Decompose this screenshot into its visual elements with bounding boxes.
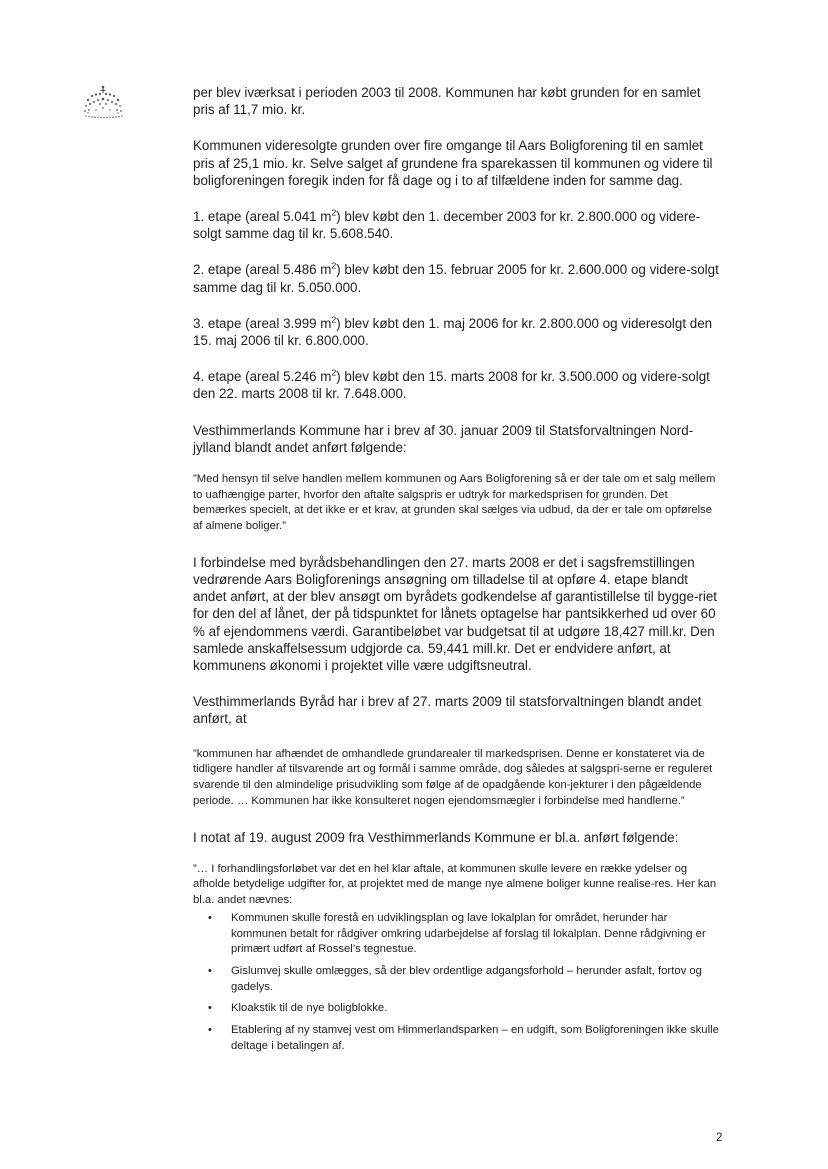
intro-paragraph-2: Kommunen videresolgte grunden over fire omgange til Aars Boligforening til en samlet pris af 25,1 mio. kr. Selve salget af grundene fra sparekassen til kommunen og videre til boligforeningen foregik inden for få dage og i to af tilfældene inden for samme dag. (193, 138, 713, 188)
list-item: • Kommunen skulle forestå en udviklingsplan og lave lokalplan for området, herunder har kommunen betalt for rådgiver omkring udarbejdelse af forslag til lokalplan. Denne rådgivning er primært udført af Rossel’s tegnestue. (208, 911, 706, 956)
letter-2009-03-quote: ”kommunen har afhændet de omhandlede grundarealer til markedsprisen. Denne er konstateret via de tidligere handler af tilsvarende art og formål i samme område, dog således at salgspri-serne er reguleret svarende til den almindelige prisudvikling som følge af de opadgående kon-jekturer i den pågældende periode. … Kommunen har ikke konsulteret nogen ejendomsmægler i forbindelse med handlerne.” (193, 747, 713, 807)
stage-3-paragraph: 3. etape (areal 3.999 $m^2$) blev købt den 1. maj 2006 for kr. 2.800.000 og videresolgt den 15. maj 2006 til kr. 6.800.000. (193, 314, 713, 349)
bullet-icon: • (208, 911, 212, 924)
letter-2009-01-intro: Vesthimmerlands Kommune har i brev af 30. januar 2009 til Statsforvaltningen Nord-jylland blandt andet anført følgende: (193, 422, 694, 455)
memo-bullet-list (193, 911, 723, 1055)
memo-intro: I notat af 19. august 2009 fra Vesthimmerlands Kommune er bl.a. anført følgende: (193, 829, 679, 845)
letter-2009-03-intro: Vesthimmerlands Byråd har i brev af 27. marts 2009 til statsforvaltningen blandt andet anført, at (193, 694, 702, 727)
stage-2-paragraph: 2. etape (areal 5.486 $m^2$) blev købt den 15. februar 2005 for kr. 2.600.000 og videre-solgt samme dag til kr. 5.050.000. (193, 260, 719, 295)
crown-icon (80, 84, 126, 122)
list-item: • Gislumvej skulle omlægges, så der blev ordentlige adgangsforhold – herunder asfalt, fortov og gadelys. (208, 964, 702, 993)
memo-quote: ”… I forhandlingsforløbet var det en hel klar aftale, at kommunen skulle levere en række ydelser og afholde betydelige udgifter for, at projektet med de mange nye almene boliger kunne realise-res. Her kan bl.a. andet nævnes: (193, 862, 717, 907)
intro-paragraph-1: per blev iværksat i perioden 2003 til 2008. Kommunen har købt grunden for en samlet pris af 11,7 mio. kr. (193, 85, 701, 118)
bullet-icon: • (208, 1024, 212, 1037)
main-text (193, 84, 723, 1060)
council-paragraph: I forbindelse med byrådsbehandlingen den 27. marts 2008 er det i sagsfremstillingen vedrørende Aars Boligforenings ansøgning om tilladelse til at opføre 4. etape blandt andet anført, at der blev ansøgt om byrådets godkendelse af garantistillelse til bygge-riet for den del af lånet, der på tidspunktet for lånets optagelse har pantsikkerhed ud over 60 % af ejendommens værdi. Garantibeløbet var budgetsat til at udgøre 18,427 mill.kr. Den samlede anskaffelsessum udgjorde ca. 59,441 mill.kr. Det er endvidere anført, at kommunens økonomi i projektet ville være udgiftsneutral. (193, 554, 718, 674)
list-item: • Etablering af ny stamvej vest om Himmerlandsparken – en udgift, som Boligforeningen ikke skulle deltage i betalingen af. (208, 1024, 719, 1052)
bullet-icon: • (208, 964, 212, 977)
letter-2009-01-quote: ”Med hensyn til selve handlen mellem kommunen og Aars Boligforening så er der tale om et salg mellem to uafhængige parter, hvorfor den aftalte salgspris er udtryk for markedsprisen for grunden. Det bemærkes specielt, at det ikke er et krav, at grunden skal sælges via udbud, da der er tale om opførelse af almene boliger.” (193, 473, 716, 533)
page-number: 2 (716, 1132, 723, 1144)
stage-4-paragraph: 4. etape (areal 5.246 $m^2$) blev købt den 15. marts 2008 for kr. 3.500.000 og videre-solgt den 22. marts 2008 til kr. 7.648.000. (193, 367, 710, 402)
list-item: • Kloakstik til de nye boligblokke. (193, 1001, 723, 1017)
bullet-icon: • (208, 1002, 212, 1015)
stage-1-paragraph: 1. etape (areal 5.041 $m^2$) blev købt den 1. december 2003 for kr. 2.800.000 og videre-solgt samme dag til kr. 5.608.540. (193, 207, 701, 242)
